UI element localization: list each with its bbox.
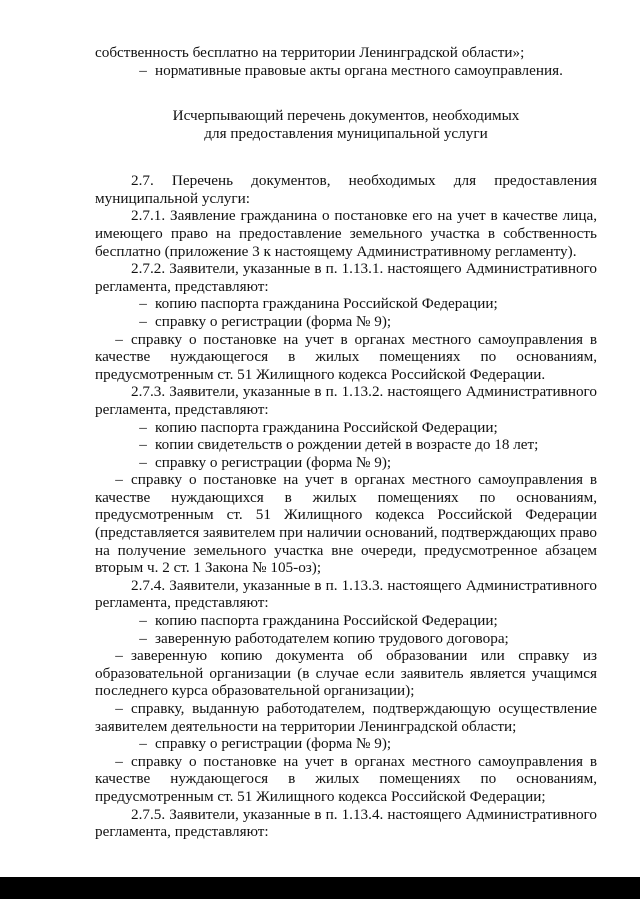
list-item xyxy=(95,753,597,806)
list-item: – справку о регистрации (форма № 9); xyxy=(95,735,597,753)
paragraph: 2.7.4. Заявители, указанные в п. 1.13.3. настоящего Административного регламента, представляют: xyxy=(95,576,597,612)
paragraph: 2.7.3. Заявители, указанные в п. 1.13.2. настоящего Административного регламента, представляют: xyxy=(95,383,597,418)
dash-mark: – xyxy=(115,471,123,489)
list-item xyxy=(95,331,597,384)
list-item: – справку о регистрации (форма № 9); xyxy=(95,313,597,331)
list-item-text: заверенную копию документа об образовании или справку из образовательной организации (в случае если заявитель является учащимся последнего курса образовательной организации); xyxy=(95,647,597,700)
list-item: – нормативные правовые акты органа местного самоуправления. xyxy=(95,62,597,80)
dash-mark: – xyxy=(115,752,123,770)
heading-line: для предоставления муниципальной услуги xyxy=(204,125,488,143)
paragraph: 2.7.5. Заявители, указанные в п. 1.13.4. настоящего Административного регламента, представляют: xyxy=(95,805,597,841)
list-item xyxy=(95,700,597,735)
dash-mark: – xyxy=(115,330,123,348)
list-item xyxy=(95,647,597,700)
section-heading xyxy=(95,107,597,143)
document-body xyxy=(95,44,597,841)
paragraph: 2.7.2. Заявители, указанные в п. 1.13.1. настоящего Административного регламента, представляют: xyxy=(95,260,597,295)
list-item-text: справку, выданную работодателем, подтверждающую осуществление заявителем деятельности на территории Ленинградской области; xyxy=(95,700,597,735)
list-item: – копию паспорта гражданина Российской Федерации; xyxy=(95,419,597,437)
list-item: – заверенную работодателем копию трудового договора; xyxy=(95,630,597,648)
dash-mark: – xyxy=(115,700,123,717)
paragraph: 2.7.1. Заявление гражданина о постановке его на учет в качестве лица, имеющего право на предоставление земельного участка в собственность бесплатно (приложение 3 к настоящему Административному регламенту). xyxy=(95,207,597,260)
paragraph: 2.7. Перечень документов, необходимых для предоставления муниципальной услуги: xyxy=(95,172,597,207)
scan-border xyxy=(0,877,640,899)
heading-line: Исчерпывающий перечень документов, необходимых xyxy=(172,107,520,125)
text-line: собственность бесплатно на территории Ленинградской области»; xyxy=(95,44,525,61)
list-item-text: справку о постановке на учет в органах местного самоуправления в качестве нуждающегося в жилых помещениях по основаниям, предусмотренным ст. 51 Жилищного кодекса Российской Федерации. xyxy=(95,330,597,383)
list-item: – копию паспорта гражданина Российской Федерации; xyxy=(95,295,597,313)
list-item-text: справку о постановке на учет в органах местного самоуправления в качестве нуждающихся в жилых помещениях по основаниям, предусмотренным ст. 51 Жилищного кодекса Российской Федерации (представляется заявителем при наличии оснований, подтверждающих право на получение земельного участка вне очереди, предусмотренное абзацем вторым ч. 2 ст. 1 Закона № 105-оз); xyxy=(95,471,597,577)
list-item: – справку о регистрации (форма № 9); xyxy=(95,454,597,472)
list-item: – копии свидетельств о рождении детей в возрасте до 18 лет; xyxy=(95,436,597,454)
list-item: – копию паспорта гражданина Российской Федерации; xyxy=(95,612,597,630)
dash-mark: – xyxy=(115,647,123,665)
list-item xyxy=(95,471,597,577)
list-item-text: справку о постановке на учет в органах местного самоуправления в качестве нуждающегося в жилых помещениях по основаниям, предусмотренным ст. 51 Жилищного кодекса Российской Федерации; xyxy=(95,752,597,805)
